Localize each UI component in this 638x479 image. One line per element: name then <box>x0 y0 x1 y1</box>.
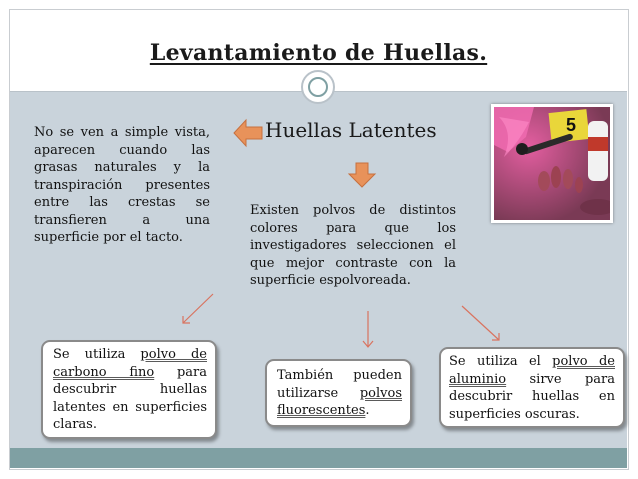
fluor-pre: También pueden utilizarse <box>277 368 402 401</box>
subtitle-huellas-latentes: Huellas Latentes <box>265 118 437 142</box>
connector-left-arrow <box>183 294 213 323</box>
connector-right-arrow <box>462 306 499 340</box>
connector-center-arrow <box>363 311 373 347</box>
latent-description: No se ven a simple vista, aparecen cuando las grasas naturales y la transpiración presentes entre las crestas se transfieren a una superficie por el tacto. <box>34 125 210 245</box>
fluor-post: . <box>365 403 370 418</box>
carbon-powder-box <box>41 340 217 439</box>
carbon-post: para descubrir huellas latentes en superficies claras. <box>53 364 207 432</box>
orange-down-arrow-icon <box>349 163 375 187</box>
aluminio-pre: Se utiliza el <box>449 354 553 369</box>
fluor-term: polvos fluorescentes <box>277 385 402 418</box>
carbon-term: polvo de carbono fino <box>53 347 207 380</box>
orange-left-arrow-icon <box>234 120 262 146</box>
aluminum-powder-box <box>439 347 625 428</box>
fluorescent-powder-box <box>265 359 412 427</box>
aluminio-post: sirve para descubrir huellas en superficies oscuras. <box>449 371 615 422</box>
evidence-marker-number: 5 <box>566 115 577 135</box>
powders-description: Existen polvos de distintos colores para que los investigadores seleccionen el que mejor contraste con la superficie espolvoreada. <box>250 203 456 288</box>
aluminio-term: polvo de aluminio <box>449 354 615 387</box>
slide-title: Levantamiento de Huellas. <box>149 40 488 66</box>
carbon-pre: Se utiliza <box>53 347 141 362</box>
